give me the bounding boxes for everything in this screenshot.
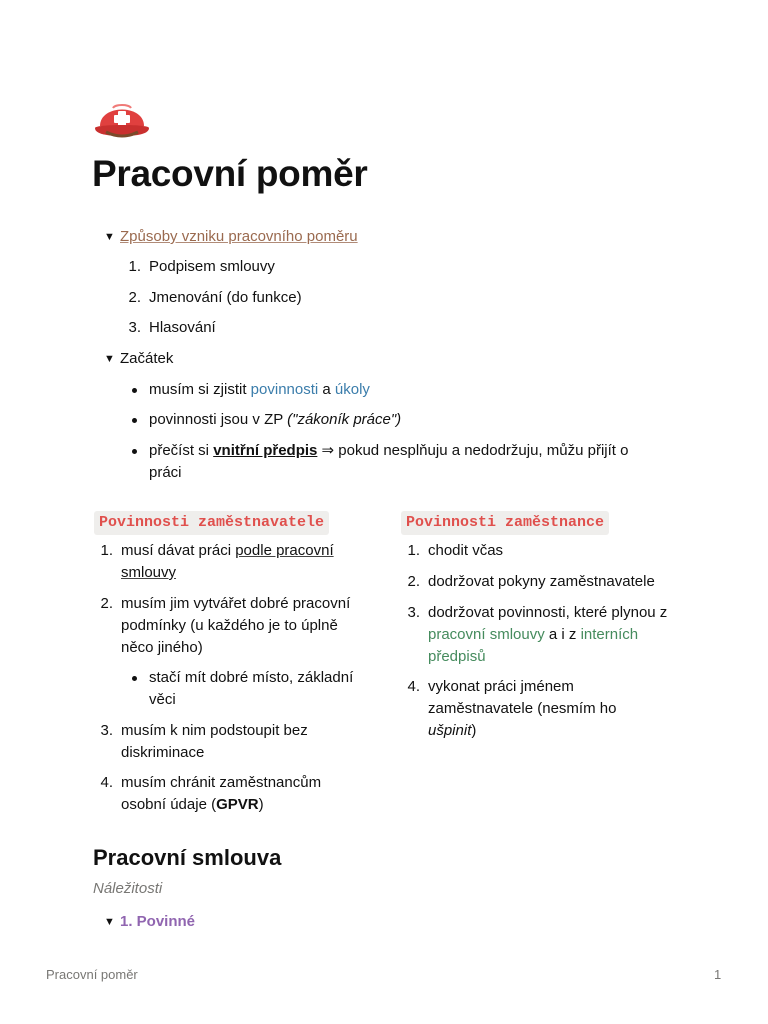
list-item: stačí mít dobré místo, základní <box>149 669 354 686</box>
list-item: vykonat práci jménem <box>428 678 574 695</box>
list-item: musí dávat práci podle pracovní <box>121 542 334 559</box>
list-item-continuation: osobní údaje (GPVR) <box>121 796 264 813</box>
list-item-continuation: zaměstnavatele (nesmím ho <box>428 700 617 717</box>
list-item-continuation: diskriminace <box>121 744 205 761</box>
bullet-icon <box>132 388 137 393</box>
section-heading-pracovni-smlouva: Pracovní smlouva <box>93 845 282 870</box>
list-number: 1. <box>100 542 113 559</box>
toggle-triangle-icon[interactable]: ▼ <box>104 231 115 243</box>
list-item: musím chránit zaměstnancům <box>121 774 322 791</box>
footer-title: Pracovní poměr <box>46 967 138 982</box>
list-number: 2. <box>100 595 113 612</box>
list-item-continuation: něco jiného) <box>121 639 203 656</box>
heading-povinnosti-zamestnance: Povinnosti zaměstnance <box>401 511 609 535</box>
list-number: 3. <box>128 319 141 336</box>
list-number: 1. <box>128 258 141 275</box>
page-title: Pracovní poměr <box>92 153 368 194</box>
list-number: 2. <box>407 573 420 590</box>
list-item-continuation: předpisů <box>428 648 486 665</box>
list-item-continuation: práci <box>149 464 182 481</box>
list-item: povinnosti jsou v ZP ("zákoník práce") <box>149 411 402 428</box>
list-item: Hlasování <box>149 319 216 336</box>
list-number: 3. <box>100 722 113 739</box>
list-item-continuation: smlouvy <box>121 564 177 581</box>
list-item: musím k nim podstoupit bez <box>121 722 308 739</box>
list-item: přečíst si vnitřní předpis ⇒ pokud nesplňuju a nedodržuju, můžu přijít o <box>149 442 629 459</box>
list-item-continuation: pracovní smlouvy a i z interních <box>428 626 639 643</box>
list-item-continuation: ušpinit) <box>428 722 477 739</box>
list-item: Jmenování (do funkce) <box>149 289 302 306</box>
toggle-link-zpusoby[interactable]: Způsoby vzniku pracovního poměru <box>120 228 358 245</box>
list-item: musím jim vytvářet dobré pracovní <box>121 595 351 612</box>
list-number: 3. <box>407 604 420 621</box>
helmet-icon <box>93 92 151 144</box>
list-number: 1. <box>407 542 420 559</box>
list-number: 2. <box>128 289 141 306</box>
list-number: 4. <box>407 678 420 695</box>
list-item-continuation: podmínky (u každého je to úplně <box>121 617 338 634</box>
toggle-label-zacatek[interactable]: Začátek <box>120 350 174 367</box>
list-number: 4. <box>100 774 113 791</box>
page-number: 1 <box>714 967 722 982</box>
toggle-triangle-icon[interactable]: ▼ <box>104 353 115 365</box>
list-item: dodržovat povinnosti, které plynou z <box>428 604 668 621</box>
list-item: chodit včas <box>428 542 504 559</box>
list-item-continuation: věci <box>149 691 176 708</box>
bullet-icon <box>132 418 137 423</box>
toggle-label-povinne[interactable]: 1. Povinné <box>120 913 196 930</box>
section-subtitle: Náležitosti <box>93 880 163 897</box>
list-item: Podpisem smlouvy <box>149 258 275 275</box>
heading-povinnosti-zamestnavatele: Povinnosti zaměstnavatele <box>94 511 329 535</box>
toggle-triangle-icon[interactable]: ▼ <box>104 916 115 928</box>
list-item: musím si zjistit povinnosti a úkoly <box>149 381 370 398</box>
bullet-icon <box>132 676 137 681</box>
bullet-icon <box>132 449 137 454</box>
list-item: dodržovat pokyny zaměstnavatele <box>428 573 655 590</box>
